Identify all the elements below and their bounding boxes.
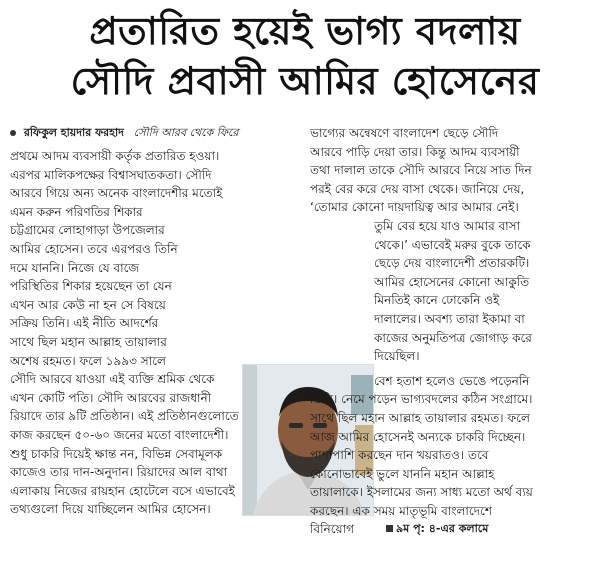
text-line: আমির হোসেনের কোনো আকুতি	[374, 274, 530, 289]
text-line: আজ আমির হোসেনই অন্যকে চাকরি দিচ্ছেন।	[310, 429, 526, 444]
text-line: তথা দালাল তাকে সৌদি আরবে নিয়ে সাত দিন	[310, 163, 532, 178]
text-line: দমে যাননি। নিজে যে বাজে	[10, 260, 140, 275]
text-line: রিয়াদে তার ৯টি প্রতিষ্ঠান। এই প্রতিষ্ঠানগুলোতে	[10, 409, 239, 424]
text-line: অশেষ রহমত। ফলে ১৯৯৩ সালে	[10, 353, 166, 368]
headline-line-1: প্রতারিত হয়েই ভাগ্য বদলায়	[89, 9, 521, 53]
paragraph-right-2	[310, 372, 600, 539]
text-line: তুমি বের হয়ে যাও আমার বাসা	[374, 218, 521, 233]
text-line: প্রথমে আদম ব্যবসায়ী কর্তৃক প্রতারিত হওয়া।	[10, 149, 220, 163]
text-line: ‘তোমার কোনো দায়দায়িত্ব আর আমার নেই।	[310, 200, 519, 215]
text-line: এখন আর কেউ না হন সে বিষয়ে	[10, 297, 166, 312]
text-line: কাজেও তার দান-অনুদান। রিয়াদের আল বাথা	[10, 465, 228, 480]
text-line: বেশ হতাশ হলেও ভেঙে পড়েননি	[374, 373, 530, 388]
text-line: আরবে গিয়ে অন্য অনেক বাংলাদেশীর মতোই	[10, 186, 223, 201]
text-line: এলাকায় নিজের রায়হান হোটেলে বসে এভাবেই	[10, 483, 235, 498]
headline-line-2: সৌদি প্রবাসী আমির হোসেনের	[70, 59, 540, 103]
text-line: আরবে পাড়ি দেয়া তার। কিন্তু আদম ব্যবসায়ী	[310, 144, 520, 159]
article-body	[10, 124, 600, 563]
text-line: কাজের অনুমতিপত্র জোগাড় করে	[374, 330, 532, 345]
text-line: করছেন। এক সময় মাতৃভূমি বাংলাদেশে	[310, 503, 492, 518]
text-line: শুধু চাকরি দিয়েই ক্ষান্ত নন, বিভিন্ন সেবামূলক	[10, 446, 223, 461]
headline	[10, 6, 600, 106]
text-line: পাশাপাশি করছেন দান খয়রাতও। তবে	[310, 448, 489, 463]
text-line: ভাগ্যের অন্বেষণে বাংলাদেশ ছেড়ে সৌদি	[310, 126, 499, 140]
text-line: সাথে ছিল মহান আল্লাহ তায়ালার	[10, 334, 167, 349]
text-line: সৌদি আরবে যাওয়া এই ব্যক্তি শ্রমিক থেকে	[10, 372, 215, 387]
text-line: এরপর মালিকপক্ষের বিশ্বাসঘাতকতা। সৌদি	[10, 167, 212, 182]
byline-location: সৌদি আরব থেকে ফিরে	[133, 126, 239, 139]
square-icon	[386, 525, 393, 532]
text-line: পরিস্থিতির শিকার হয়েছেন তা যেন	[10, 279, 172, 294]
text-line: দিয়েছিল।	[374, 349, 420, 364]
paragraph-right-1	[310, 124, 600, 366]
bullet-icon	[10, 130, 16, 136]
text-line: তথ্যগুলো দিয়ে যাচ্ছিলেন আমির হোসেন।	[10, 502, 211, 517]
text-line: মিনতিই কানে ঢোকেনি ওই	[374, 293, 500, 308]
column-right	[310, 124, 600, 539]
text-line: কাজ করছেন ৫০-৬০ জনের মতো বাংলাদেশী।	[10, 427, 229, 442]
text-line: বিনিয়োগ	[310, 522, 354, 537]
text-line: সাথে ছিল মহান আল্লাহ তায়ালার রহমত। ফলে	[310, 410, 530, 425]
text-line: দালালের। অবশ্য তারা ইকামা বা	[374, 311, 525, 326]
text-line: ছেড়ে দেয় বাংলাদেশী প্রতারকটি।	[374, 256, 530, 271]
text-line: কোনোভাবেই ভুলে যাননি মহান আল্লাহ	[310, 466, 495, 481]
text-line: আমির হোসেন। তবে এরপরও তিনি	[10, 241, 178, 256]
continued-note	[386, 522, 488, 535]
byline-author: রফিকুল হায়দার ফরহাদ	[23, 126, 124, 139]
text-line: পরই বের করে দেয় বাসা থেকে। জানিয়ে দেয়,	[310, 181, 525, 196]
text-line: এমন করুন পরিণতির শিকার	[10, 204, 143, 219]
continued-text: ৯ম পৃ: ৪-এর কলামে	[396, 522, 489, 536]
text-line: এখন কোটি পতি। সৌদি আরবের রাজধানী	[10, 390, 212, 405]
text-line: তায়ালাকে। ইসলামের জন্য সাধ্য মতো অর্থ ব্যয়	[310, 485, 533, 500]
text-line: তিনি। নেমে পড়েন ভাগ্যবদলের কঠিন সংগ্রামে।	[310, 392, 533, 407]
text-line: চট্টগ্রামের লোহাগাড়া উপজেলার	[10, 223, 165, 238]
text-line: থেকে।’ এভাবেই মরুর বুকে তাকে	[374, 237, 531, 252]
byline	[10, 124, 295, 143]
text-line: সক্রিয় তিনি। এই নীতি আদর্শের	[10, 316, 159, 331]
